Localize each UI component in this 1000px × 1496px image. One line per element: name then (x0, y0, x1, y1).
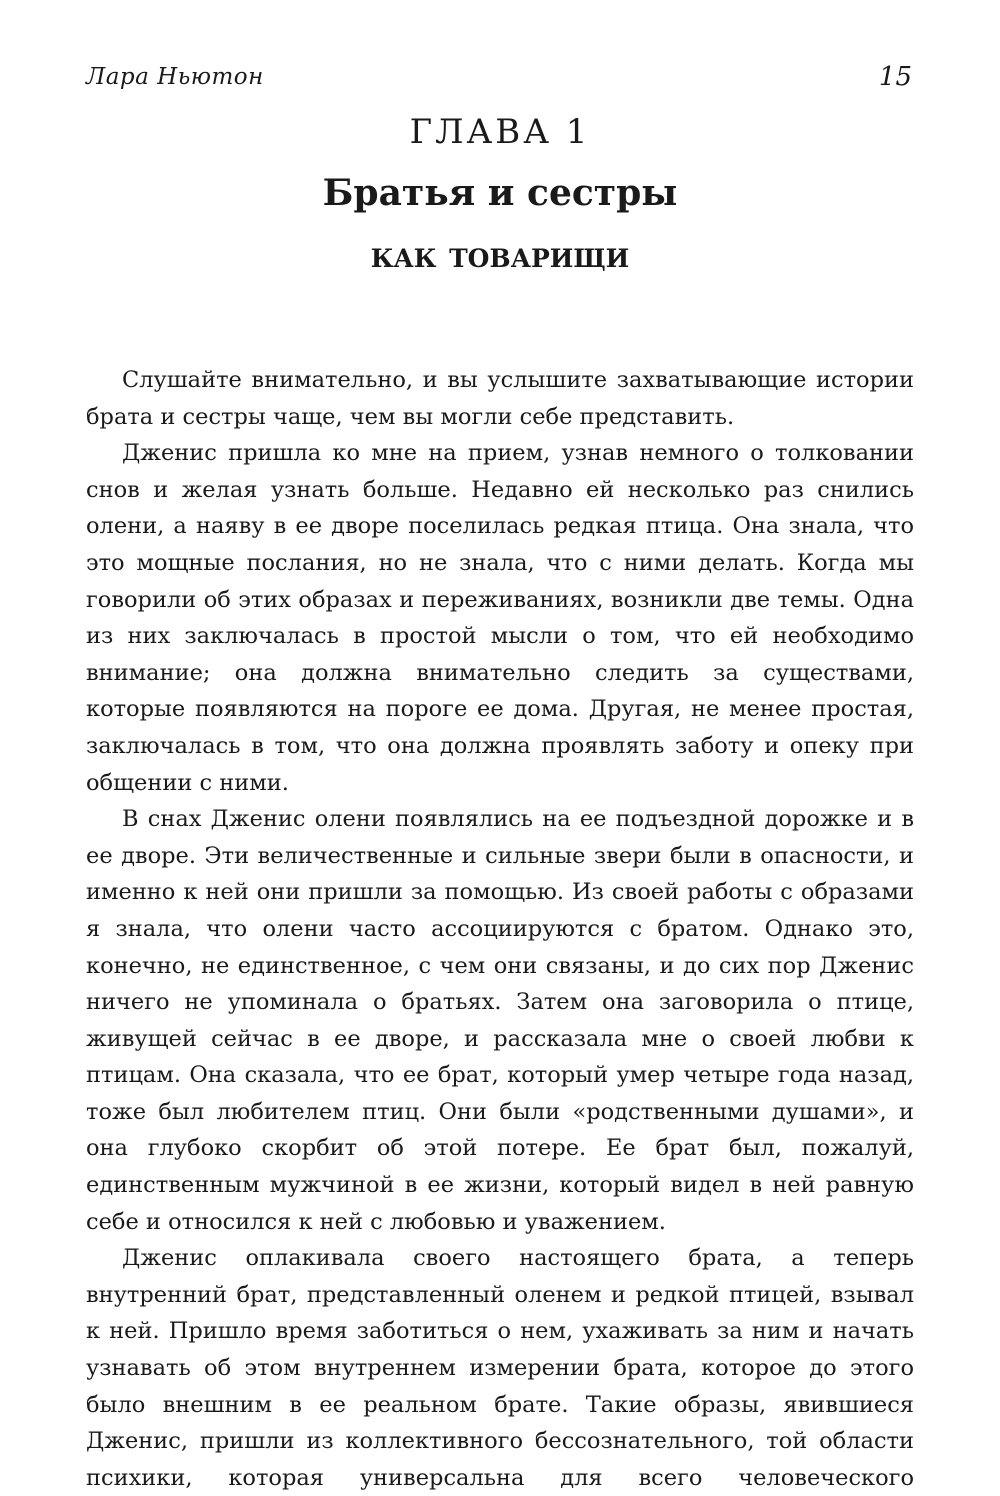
chapter-title-line-1: Братья и сестры (322, 172, 678, 214)
chapter-title-line-2: как товарищи (370, 234, 630, 276)
chapter-label: ГЛАВА 1 (409, 112, 591, 152)
paragraph: Дженис оплакивала своего настоящего брата, а теперь внутренний брат, представленный оленем и редкой птицей, взывал к ней. Пришло время заботиться о нем, ухаживать за ним и начать узнавать об этом внутреннем измерении брата, которое до этого было внешним в ее реальном брате. Такие образы, явившиеся Дженис, пришли из коллективного бессознательного, той области психики, которая универсальна для всего человеческого (86, 1245, 914, 1491)
page-number: 15 (878, 62, 912, 92)
paragraph: В снах Дженис олени появлялись на ее подъездной дорожке и в ее дворе. Эти величественные и сильные звери были в опасности, и именно к ней они пришли за помощью. Из своей работы с образами я знала, что олени часто ассоциируются с братом. Однако это, конечно, не единственное, с чем они связаны, и до сих пор Дженис ничего не упоминала о братьях. Затем она заговорила о птице, живущей сейчас в ее дворе, и рассказала мне о своей любви к птицам. Она сказала, что ее брат, который умер четыре года назад, тоже был любителем птиц. Они были «родственными душами», и она глубоко скорбит об этой потере. Ее брат был, пожалуй, единственным мужчиной в ее жизни, который видел в ней равную себе и относился к ней с любовью и уважением. (86, 806, 914, 1235)
paragraph: Слушайте внимательно, и вы услышите захватывающие истории брата и сестры чаще, чем вы могли себе представить. (86, 367, 914, 430)
chapter-title (0, 162, 1000, 286)
paragraph: Дженис пришла ко мне на прием, узнав немного о толковании снов и желая узнать больше. Недавно ей несколько раз снились олени, а наяву в ее дворе поселилась редкая птица. Она знала, что это мощные послания, но не знала, что с ними делать. Когда мы говорили об этих образах и переживаниях, возникли две темы. Одна из них заключалась в простой мысли о том, что ей необходимо внимание; она должна внимательно следить за существами, которые появляются на пороге ее дома. Другая, не менее простая, заключалась в том, что она должна проявлять заботу и опеку при общении с ними. (86, 440, 914, 796)
running-head-author: Лара Ньютон (86, 64, 264, 90)
body-text (86, 362, 914, 1496)
